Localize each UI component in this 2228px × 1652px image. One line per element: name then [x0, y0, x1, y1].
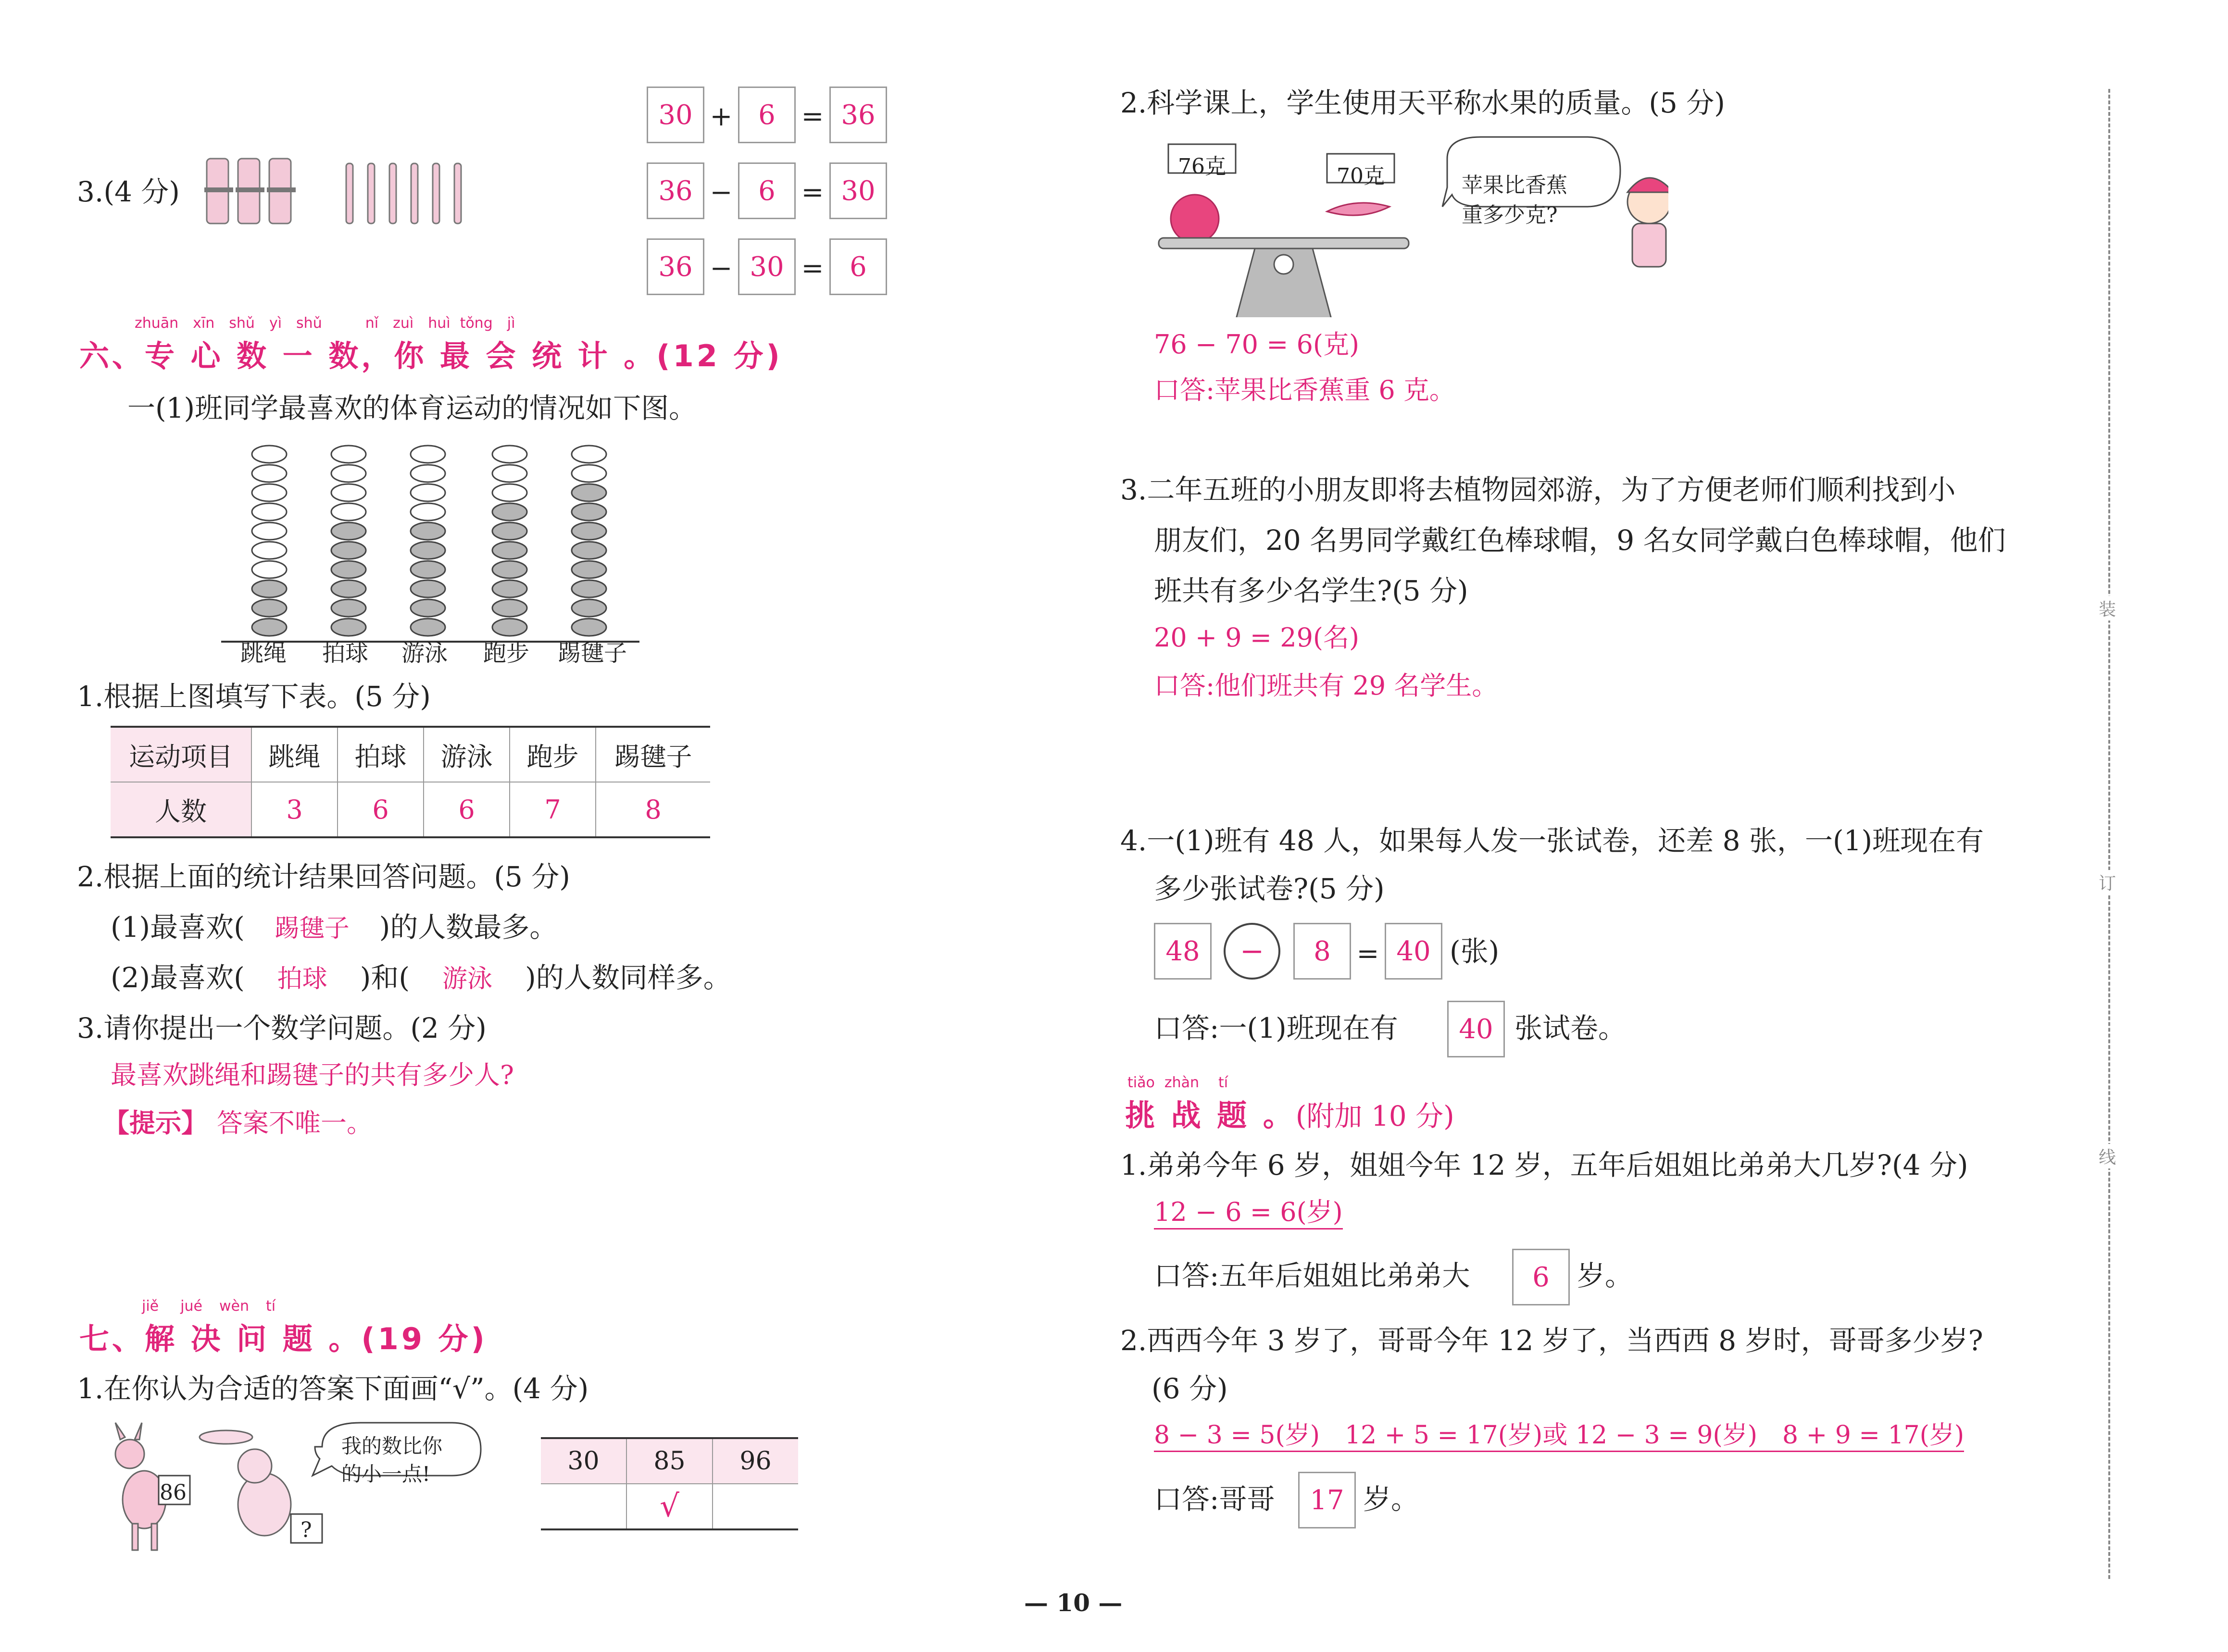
rabbit-unknown: ? [300, 1518, 312, 1542]
challenge-pinyin: tiǎo zhàn tí [1127, 1074, 1228, 1091]
pictograph-circle [492, 446, 527, 463]
q2b-answer-1: 拍球 [277, 965, 327, 994]
ch-q1-answer-box: 6 [1512, 1249, 1570, 1305]
pictograph-circle [572, 561, 606, 578]
pictograph-circle [492, 484, 527, 501]
ch-q1-answer: 口答:五年后姐姐比弟弟大 [1154, 1259, 1470, 1292]
sec6-q3-answer: 最喜欢跳绳和踢毽子的共有多少人? [111, 1060, 514, 1090]
ch-q1-calc: 12 − 6 = 6(岁) [1154, 1199, 1343, 1230]
sec7-pinyin: jiě jué wèn tí [142, 1298, 276, 1315]
sec6-q1: 1.根据上图填写下表。(5 分) [77, 680, 431, 713]
pictograph-circle [411, 522, 445, 540]
eq1-op: + [710, 101, 733, 132]
picto-label-4: 跑步 [483, 640, 530, 667]
table-header-2: 拍球 [338, 727, 424, 782]
r-q3-answer: 口答:他们班共有 29 名学生。 [1154, 671, 1498, 701]
table-header-0: 运动项目 [111, 727, 251, 782]
pictograph-circle [331, 599, 366, 617]
r-q3-line3: 班共有多少名学生?(5 分) [1154, 574, 1468, 607]
pictograph-circle [572, 542, 606, 559]
pictograph-circle [252, 503, 287, 521]
check-cell-3 [713, 1484, 798, 1529]
table-header-3: 游泳 [424, 727, 510, 782]
pictograph-circle [411, 561, 445, 578]
r-q2-answer: 口答:苹果比香蕉重 6 克。 [1154, 375, 1455, 405]
pictograph-circle [252, 522, 287, 540]
pictograph-circle [572, 619, 606, 636]
r-q4-answer-box: 40 [1447, 1001, 1505, 1057]
sec6-title: 六、专 心 数 一 数，你 最 会 统 计 。(12 分) [79, 338, 783, 373]
challenge-title: 挑 战 题 。(附加 10 分) [1125, 1098, 1454, 1133]
pictograph-circle [492, 599, 527, 617]
pictograph-circle [411, 446, 445, 463]
table-cell-5: 8 [596, 782, 710, 837]
boy-speech-bubble: 苹果比香蕉 重多少克? [1462, 173, 1567, 227]
pictograph-circle [492, 503, 527, 521]
pictograph-circle [331, 561, 366, 578]
pictograph-circle [411, 580, 445, 597]
pictograph-circle [492, 580, 527, 597]
r-q4-answer: 口答:一(1)班现在有 [1154, 1012, 1398, 1044]
pictograph-circle [331, 484, 366, 501]
q2b-answer-2: 游泳 [442, 965, 493, 994]
pictograph-circle [252, 561, 287, 578]
r-q3-line2: 朋友们，20 名男同学戴红色棒球帽，9 名女同学戴白色棒球帽，他们 [1154, 524, 2006, 557]
table-row-label: 人数 [111, 782, 251, 837]
page-number: — 10 — [1024, 1589, 1123, 1617]
margin-char-2: 订 [2099, 870, 2116, 894]
pictograph-circle [252, 542, 287, 559]
table-cell-4: 7 [510, 782, 596, 837]
sec7-q1: 1.在你认为合适的答案下面画“√”。(4 分) [77, 1372, 589, 1405]
sec6-q2b: (2)最喜欢( 拍球 )和( 游泳 )的人数同样多。 [111, 961, 731, 994]
r-q4-op-circle: − [1224, 923, 1280, 980]
r-q2-text: 2.科学课上，学生使用天平称水果的质量。(5 分) [1120, 87, 1725, 119]
picto-label-1: 跳绳 [240, 640, 287, 667]
counting-sticks-illustration [202, 154, 500, 231]
choice-1: 30 [541, 1438, 626, 1484]
apple-weight: 76克 [1178, 154, 1226, 179]
pictograph-circle [572, 599, 606, 617]
pictograph-circle [331, 465, 366, 482]
pictograph-circle [492, 561, 527, 578]
banana-weight: 70克 [1337, 164, 1385, 188]
ch-q1-answer-post: 岁。 [1577, 1259, 1633, 1292]
choice-2: 85 [626, 1438, 713, 1484]
q3-label: 3.(4 分) [77, 175, 180, 208]
r-q4-b: 8 [1293, 923, 1351, 980]
pictograph-circle [492, 619, 527, 636]
pictograph-circle [411, 619, 445, 636]
choice-3: 96 [713, 1438, 798, 1484]
sec6-q2: 2.根据上面的统计结果回答问题。(5 分) [77, 860, 570, 893]
eq3-op: − [710, 253, 733, 284]
pictograph-circle [252, 465, 287, 482]
margin-char-1: 装 [2099, 596, 2116, 621]
table-header-4: 跑步 [510, 727, 596, 782]
picto-label-2: 拍球 [322, 640, 369, 667]
sec6-intro: 一(1)班同学最喜欢的体育运动的情况如下图。 [127, 392, 697, 424]
pictograph-circle [331, 542, 366, 559]
hint-label: 【提示】 [103, 1108, 207, 1138]
pictograph-circle [492, 465, 527, 482]
table-header-1: 跳绳 [251, 727, 338, 782]
eq2-result: 30 [829, 162, 887, 219]
eq2-a: 36 [647, 162, 704, 219]
sec6-q3: 3.请你提出一个数学问题。(2 分) [77, 1012, 487, 1044]
pictograph-circle [331, 522, 366, 540]
r-q4-equals: = [1356, 938, 1379, 969]
pictograph-circle [572, 580, 606, 597]
pictograph-circle [252, 619, 287, 636]
picto-label-3: 游泳 [401, 640, 448, 667]
table-cell-2: 6 [338, 782, 424, 837]
eq2-b: 6 [738, 162, 796, 219]
rabbit-speech-bubble: 我的数比你 的小一点! [341, 1434, 443, 1486]
choice-table [541, 1437, 798, 1530]
r-q4-answer-post: 张试卷。 [1515, 1012, 1627, 1044]
r-q4-line2: 多少张试卷?(5 分) [1154, 872, 1385, 905]
pictograph-circle [411, 484, 445, 501]
sec6-q2a: (1)最喜欢( 踢毽子 )的人数最多。 [111, 911, 558, 944]
pictograph-circle [331, 503, 366, 521]
pictograph-circle [492, 542, 527, 559]
table-cell-3: 6 [424, 782, 510, 837]
table-cell-1: 3 [251, 782, 338, 837]
picto-label-5: 踢毽子 [558, 640, 627, 667]
pictograph-circle [331, 446, 366, 463]
hint [103, 1110, 373, 1136]
pictograph-circle [331, 619, 366, 636]
pictograph-circle [572, 465, 606, 482]
ch-q1: 1.弟弟今年 6 岁，姐姐今年 12 岁，五年后姐姐比弟弟大几岁?(4 分) [1120, 1149, 1968, 1181]
pictograph-circle [572, 446, 606, 463]
eq3-result: 6 [829, 238, 887, 295]
pictograph-circle [411, 465, 445, 482]
ch-q2-answer-post: 岁。 [1363, 1483, 1419, 1515]
sec7-title: 七、解 决 问 题 。(19 分) [79, 1321, 488, 1356]
pictograph-circle [572, 503, 606, 521]
eq3-equals: = [801, 253, 824, 284]
ch-q2-answer: 口答:哥哥 [1154, 1483, 1275, 1515]
eq2-op: − [710, 177, 733, 208]
eq1-equals: = [801, 101, 824, 132]
pictograph-circle [252, 484, 287, 501]
pictograph-circle [252, 446, 287, 463]
stats-table [111, 726, 710, 838]
eq1-b: 6 [738, 87, 796, 143]
pictograph-circle [411, 542, 445, 559]
pictograph-circle [252, 580, 287, 597]
eq3-a: 36 [647, 238, 704, 295]
pictograph-circle [252, 599, 287, 617]
r-q2-calc: 76 − 70 = 6(克) [1154, 329, 1360, 360]
pictograph-circle [572, 522, 606, 540]
binding-dashed-line [2108, 89, 2110, 1579]
r-q4-result: 40 [1385, 923, 1442, 980]
pictograph-circle [411, 503, 445, 521]
hint-text: 答案不唯一。 [217, 1108, 373, 1138]
eq1-result: 36 [829, 87, 887, 143]
margin-char-3: 线 [2099, 1144, 2116, 1168]
table-header-5: 踢毽子 [596, 727, 710, 782]
ch-q2-answer-box: 17 [1298, 1472, 1356, 1528]
r-q3-calc: 20 + 9 = 29(名) [1154, 622, 1360, 653]
ch-q2-calc: 8 − 3 = 5(岁) 12 + 5 = 17(岁)或 12 − 3 = 9(岁) 8 + 9 = 17(岁) [1154, 1423, 1964, 1452]
eq2-equals: = [801, 177, 824, 208]
r-q4-a: 48 [1154, 923, 1212, 980]
r-q4-unit: (张) [1450, 935, 1500, 968]
check-cell-1 [541, 1484, 626, 1529]
q2a-answer: 踢毽子 [274, 914, 350, 943]
r-q4-line1: 4.一(1)班有 48 人，如果每人发一张试卷，还差 8 张，一(1)班现在有 [1120, 824, 1984, 857]
pictograph-circle [411, 599, 445, 617]
check-mark: √ [626, 1484, 713, 1529]
pictograph-circle [492, 522, 527, 540]
sec6-pinyin: zhuān xīn shǔ yì shǔ nǐ zuì huì tǒng jì [135, 315, 515, 332]
balance-scale-illustration [1149, 135, 1668, 317]
eq1-a: 30 [647, 87, 704, 143]
deer-number: 86 [160, 1480, 187, 1505]
pictograph-circle [331, 580, 366, 597]
eq3-b: 30 [738, 238, 796, 295]
ch-q2-line2: (6 分) [1152, 1372, 1228, 1405]
ch-q2-line1: 2.西西今年 3 岁了，哥哥今年 12 岁了，当西西 8 岁时，哥哥多少岁? [1120, 1324, 1983, 1357]
pictograph [221, 437, 644, 668]
r-q3-line1: 3.二年五班的小朋友即将去植物园郊游，为了方便老师们顺利找到小 [1120, 473, 1956, 506]
pictograph-circle [572, 484, 606, 501]
